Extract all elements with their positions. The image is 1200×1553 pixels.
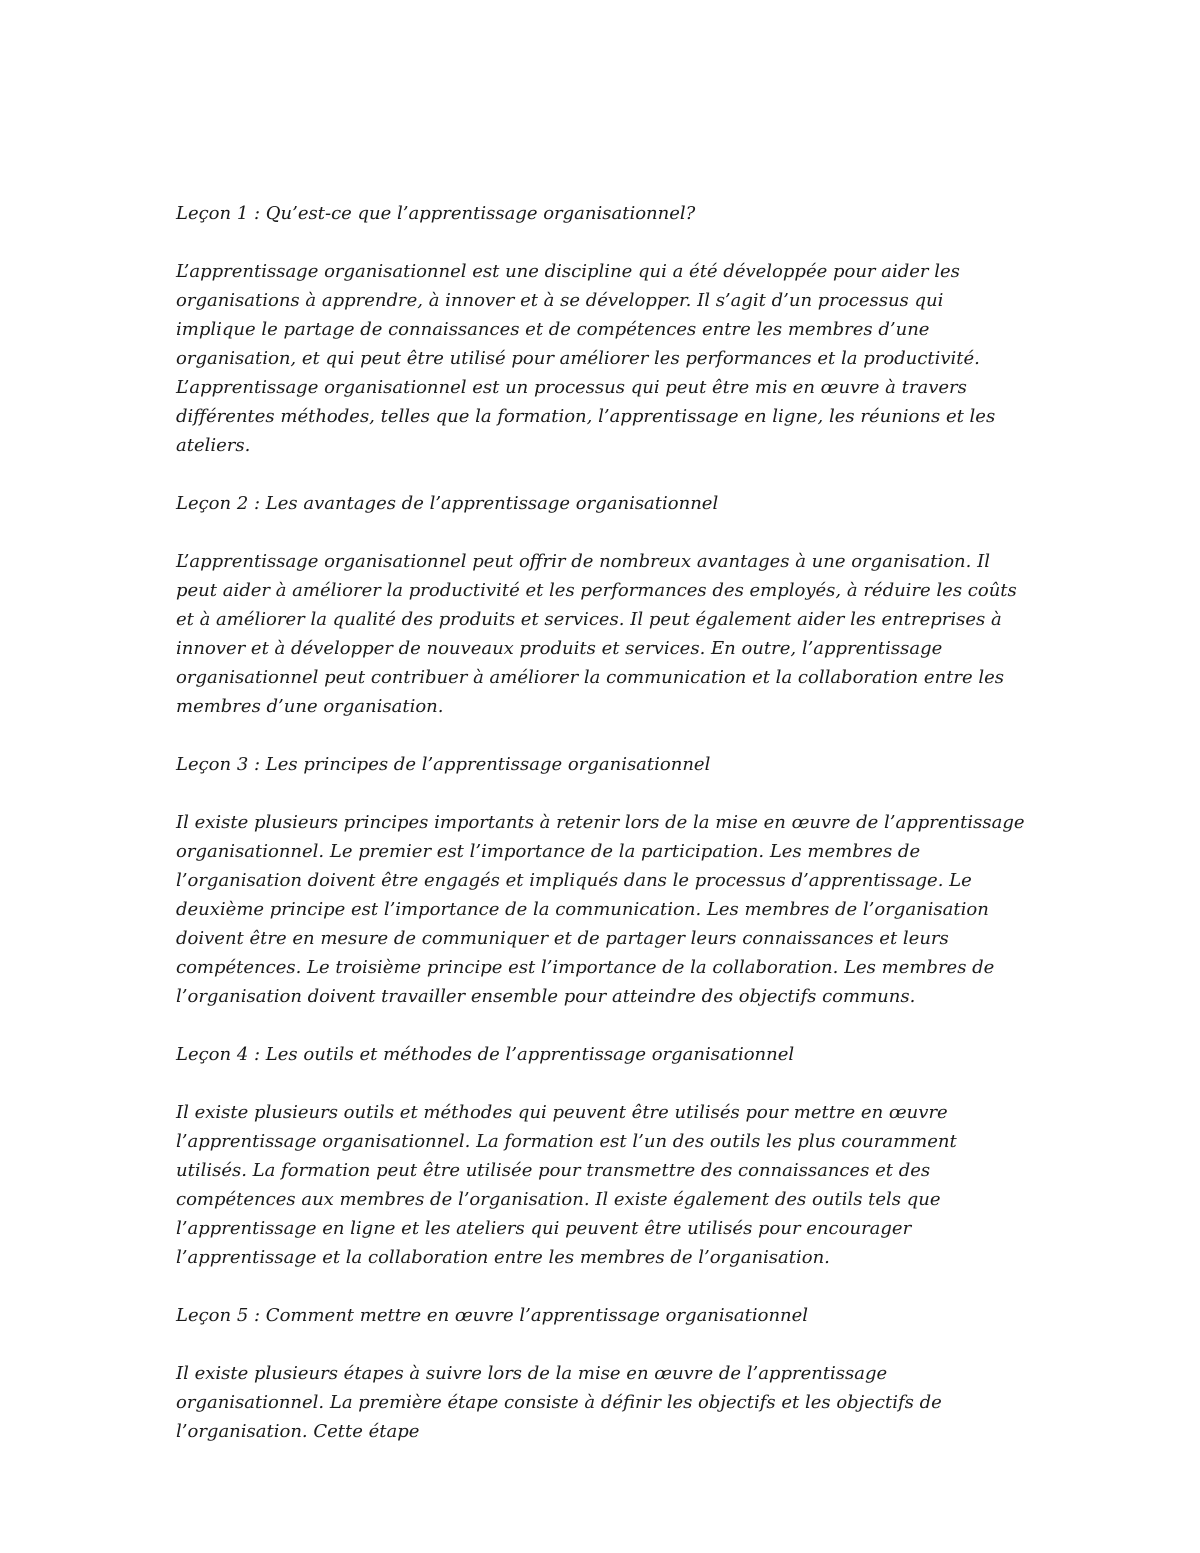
lesson-2-heading: Leçon 2 : Les avantages de l’apprentissage organisationnel xyxy=(176,493,719,514)
lesson-5-heading: Leçon 5 : Comment mettre en œuvre l’apprentissage organisationnel xyxy=(176,1305,809,1326)
lesson-4-heading: Leçon 4 : Les outils et méthodes de l’apprentissage organisationnel xyxy=(176,1044,795,1065)
lesson-4-paragraph: Il existe plusieurs outils et méthodes qui peuvent être utilisés pour mettre en œuvre l’apprentissage organisationnel. La formation est l’un des outils les plus couramment utilisés. La formation peut être utilisée pour transmettre des connaissances et des compétences aux membres de l’organisation. Il existe également des outils tels que l’apprentissage en ligne et les ateliers qui peuvent être utilisés pour encourager l’apprentissage et la collaboration entre les membres de l’organisation. xyxy=(176,1102,957,1268)
lesson-1-heading: Leçon 1 : Qu’est-ce que l’apprentissage organisationnel? xyxy=(176,203,696,224)
lesson-1-paragraph: L’apprentissage organisationnel est une discipline qui a été développée pour aider les organisations à apprendre, à innover et à se développer. Il s’agit d’un processus qui implique le partage de connaissances et de compétences entre les membres d’une organisation, et qui peut être utilisé pour améliorer les performances et la productivité. L’apprentissage organisationnel est un processus qui peut être mis en œuvre à travers différentes méthodes, telles que la formation, l’apprentissage en ligne, les réunions et les ateliers. xyxy=(176,261,996,456)
lesson-3-paragraph: Il existe plusieurs principes importants à retenir lors de la mise en œuvre de l’apprentissage organisationnel. Le premier est l’importance de la participation. Les membres de l’organisation doivent être engagés et impliqués dans le processus d’apprentissage. Le deuxième principe est l’importance de la communication. Les membres de l’organisation doivent être en mesure de communiquer et de partager leurs connaissances et leurs compétences. Le troisième principe est l’importance de la collaboration. Les membres de l’organisation doivent travailler ensemble pour atteindre des objectifs communs. xyxy=(176,812,1025,1007)
lesson-2-paragraph: L’apprentissage organisationnel peut offrir de nombreux avantages à une organisation. Il peut aider à améliorer la productivité et les performances des employés, à réduire les coûts et à améliorer la qualité des produits et services. Il peut également aider les entreprises à innover et à développer de nouveaux produits et services. En outre, l’apprentissage organisationnel peut contribuer à améliorer la communication et la collaboration entre les membres d’une organisation. xyxy=(176,551,1017,717)
lesson-5-paragraph: Il existe plusieurs étapes à suivre lors de la mise en œuvre de l’apprentissage organisationnel. La première étape consiste à définir les objectifs et les objectifs de l’organisation. Cette étape xyxy=(176,1363,942,1442)
document-body xyxy=(176,199,1026,1446)
lesson-3-heading: Leçon 3 : Les principes de l’apprentissage organisationnel xyxy=(176,754,711,775)
